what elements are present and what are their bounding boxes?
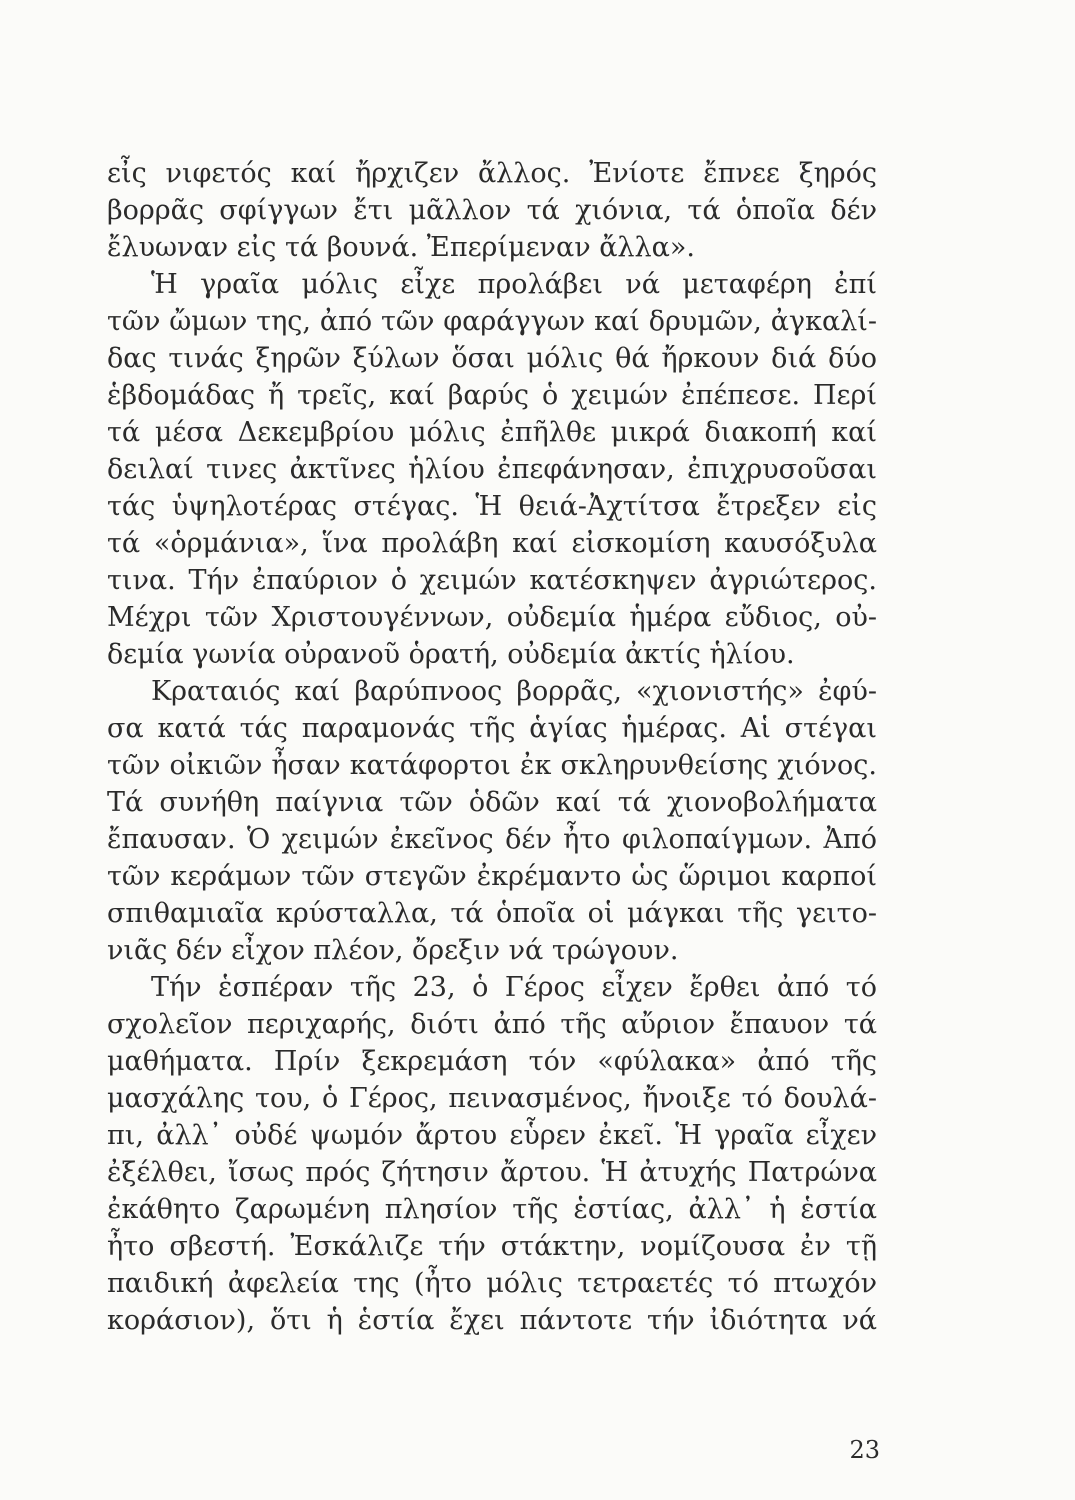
text-line: ἐκάθητο ζαρωμένη πλησίον τῆς ἑστίας, ἀλλ᾽ ἡ ἑστία — [107, 1194, 877, 1225]
text-line: Κραταιός καί βαρύπνοος βορρᾶς, «χιονιστής» ἐφύ- — [151, 676, 877, 707]
text-line: κοράσιον), ὅτι ἡ ἑστία ἔχει πάντοτε τήν ἰδιότητα νά — [107, 1305, 877, 1336]
text-line: σα κατά τάς παραμονάς τῆς ἁγίας ἡμέρας. Αἱ στέγαι — [107, 713, 877, 744]
text-line: Τήν ἑσπέραν τῆς 23, ὁ Γέρος εἶχεν ἔρθει ἀπό τό — [151, 972, 877, 1003]
text-line: δειλαί τινες ἀκτῖνες ἡλίου ἐπεφάνησαν, ἐπιχρυσοῦσαι — [107, 454, 877, 485]
text-line: Ἡ γραῖα μόλις εἶχε προλάβει νά μεταφέρη ἐπί — [151, 269, 877, 300]
text-line: τά «ὁρμάνια», ἵνα προλάβη καί εἰσκομίση καυσόξυλα — [107, 528, 877, 559]
text-line: σπιθαμιαῖα κρύσταλλα, τά ὁποῖα οἱ μάγκαι τῆς γειτο- — [107, 898, 877, 929]
text-line: πι, ἀλλ᾽ οὐδέ ψωμόν ἄρτου εὗρεν ἐκεῖ. Ἡ γραῖα εἶχεν — [107, 1120, 877, 1151]
text-line: ἑβδομάδας ἤ τρεῖς, καί βαρύς ὁ χειμών ἐπέπεσε. Περί — [107, 380, 877, 411]
text-line: τάς ὑψηλοτέρας στέγας. Ἡ θειά-Ἀχτίτσα ἔτρεξεν εἰς — [107, 491, 877, 522]
text-line: τῶν ὤμων της, ἀπό τῶν φαράγγων καί δρυμῶν, ἀγκαλί- — [107, 306, 877, 337]
text-line: νιᾶς δέν εἶχον πλέον, ὄρεξιν νά τρώγουν. — [107, 935, 679, 966]
text-line: δας τινάς ξηρῶν ξύλων ὅσαι μόλις θά ἤρκουν διά δύο — [107, 343, 877, 374]
text-line: τινα. Τήν ἐπαύριον ὁ χειμών κατέσκηψεν ἀγριώτερος. — [107, 565, 877, 596]
page-number: 23 — [849, 1436, 880, 1464]
text-line: τά μέσα Δεκεμβρίου μόλις ἐπῆλθε μικρά διακοπή καί — [107, 417, 877, 448]
text-line: ἔλυωναν εἰς τά βουνά. Ἐπερίμεναν ἄλλα». — [107, 232, 695, 263]
text-line: μασχάλης του, ὁ Γέρος, πεινασμένος, ἤνοιξε τό δουλά- — [107, 1083, 877, 1114]
text-line: Μέχρι τῶν Χριστουγέννων, οὐδεμία ἡμέρα εὔδιος, οὐ- — [107, 602, 877, 633]
text-line: Τά συνήθη παίγνια τῶν ὁδῶν καί τά χιονοβολήματα — [107, 787, 877, 818]
text-line: μαθήματα. Πρίν ξεκρεμάση τόν «φύλακα» ἀπό τῆς — [107, 1046, 877, 1077]
text-line: δεμία γωνία οὐρανοῦ ὁρατή, οὐδεμία ἀκτίς ἡλίου. — [107, 639, 795, 670]
text-line: βορρᾶς σφίγγων ἔτι μᾶλλον τά χιόνια, τά ὁποῖα δέν — [107, 195, 877, 226]
text-line: τῶν οἰκιῶν ἦσαν κατάφορτοι ἐκ σκληρυνθείσης χιόνος. — [107, 750, 877, 781]
text-line: τῶν κεράμων τῶν στεγῶν ἐκρέμαντο ὡς ὥριμοι καρποί — [107, 861, 877, 892]
text-line: ἔπαυσαν. Ὁ χειμών ἐκεῖνος δέν ἦτο φιλοπαίγμων. Ἀπό — [107, 824, 877, 855]
text-line: εἶς νιφετός καί ἤρχιζεν ἄλλος. Ἐνίοτε ἔπνεε ξηρός — [107, 158, 877, 189]
text-line: ἦτο σβεστή. Ἐσκάλιζε τήν στάκτην, νομίζουσα ἐν τῇ — [107, 1231, 877, 1262]
text-line: σχολεῖον περιχαρής, διότι ἀπό τῆς αὔριον ἔπαυον τά — [107, 1009, 877, 1040]
text-line: ἐξέλθει, ἴσως πρός ζήτησιν ἄρτου. Ἡ ἀτυχής Πατρώνα — [107, 1157, 877, 1188]
text-line: παιδική ἀφελεία της (ἦτο μόλις τετραετές τό πτωχόν — [107, 1268, 877, 1299]
